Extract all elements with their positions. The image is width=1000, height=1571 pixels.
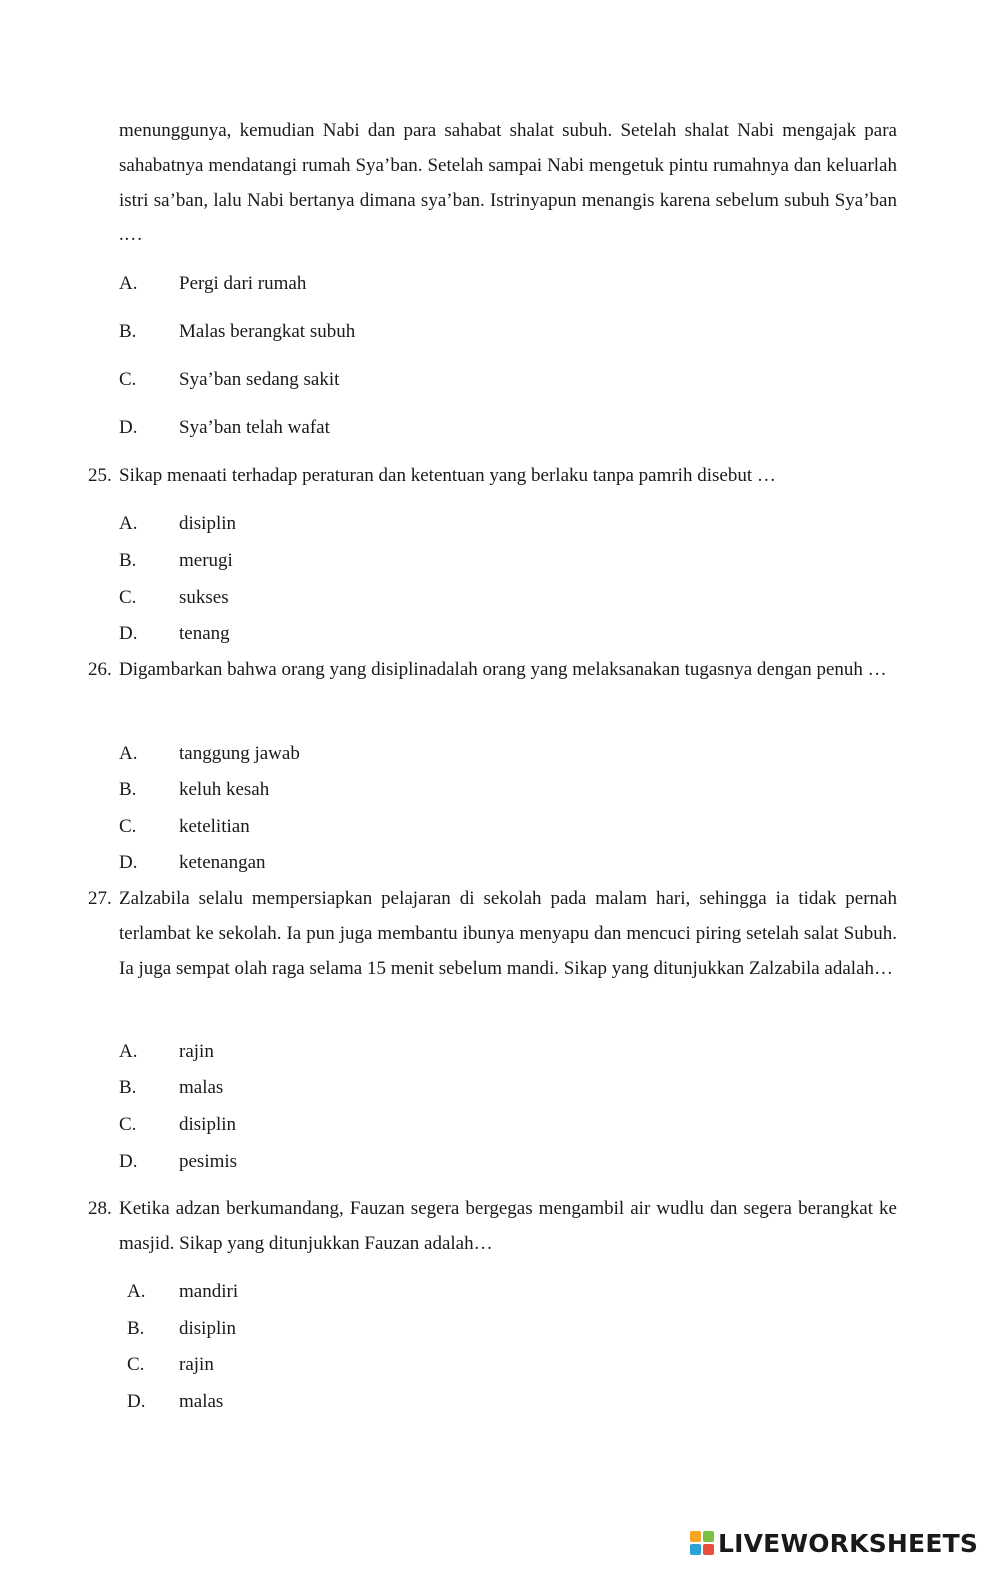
- q27-number: 27.: [88, 888, 112, 909]
- liveworksheets-logo: [690, 1527, 978, 1559]
- liveworksheets-logo-icon: [690, 1531, 714, 1555]
- q28-number: 28.: [88, 1198, 112, 1219]
- logo-square-3: [690, 1544, 701, 1555]
- logo-square-2: [703, 1531, 714, 1542]
- logo-square-4: [703, 1544, 714, 1555]
- q25-text: Sikap menaati terhadap peraturan dan ketentuan yang berlaku tanpa pamrih disebut …: [119, 465, 776, 486]
- q28-text: Ketika adzan berkumandang, Fauzan segera bergegas mengambil air wudlu dan segera berangkat ke masjid. Sikap yang ditunjukkan Fauzan adalah…: [119, 1198, 897, 1254]
- q26-number: 26.: [88, 659, 112, 680]
- q24-text: menunggunya, kemudian Nabi dan para sahabat shalat subuh. Setelah shalat Nabi mengajak para sahabatnya mendatangi rumah Sya’ban. Setelah sampai Nabi mengetuk pintu rumahnya dan keluarlah istri sa’ban, lalu Nabi bertanya dimana sya’ban. Istrinyapun menangis karena sebelum subuh Sya’ban .…: [119, 120, 897, 246]
- liveworksheets-logo-text: LIVEWORKSHEETS: [718, 1528, 979, 1558]
- q27-text: Zalzabila selalu mempersiapkan pelajaran di sekolah pada malam hari, sehingga ia tidak pernah terlambat ke sekolah. Ia pun juga membantu ibunya menyapu dan mencuci piring setelah salat Subuh. Ia juga sempat olah raga selama 15 menit sebelum mandi. Sikap yang ditunjukkan Zalzabila adalah…: [119, 888, 897, 979]
- q26-text: Digambarkan bahwa orang yang disiplinadalah orang yang melaksanakan tugasnya dengan penuh …: [119, 659, 887, 680]
- q25-number: 25.: [88, 465, 112, 486]
- logo-square-1: [690, 1531, 701, 1542]
